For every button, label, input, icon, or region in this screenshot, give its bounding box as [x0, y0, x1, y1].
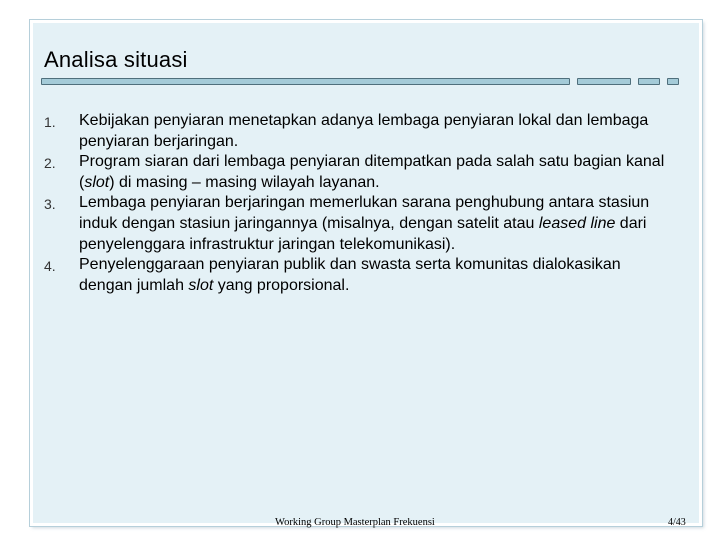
- title-underline-bar-long: [41, 78, 570, 85]
- title-underline-bars: [0, 0, 720, 90]
- list-item-text: [79, 256, 621, 294]
- list-item: [44, 255, 674, 296]
- text-segment: ) di masing – masing wilayah layanan.: [109, 173, 380, 191]
- numbered-list: [44, 111, 674, 296]
- italic-term: slot: [84, 173, 110, 191]
- list-item: [44, 152, 674, 193]
- list-item-text: [79, 153, 664, 191]
- list-item-text: [79, 194, 649, 252]
- text-segment: Lembaga penyiaran berjaringan memerlukan sarana penghubung antara stasiun induk dengan stasiun jaringannya (misalnya, dengan satelit atau: [79, 194, 650, 232]
- text-segment: Penyelenggaraan penyiaran publik dan swasta serta komunitas dialokasikan dengan jumlah: [79, 256, 621, 294]
- list-item-number: 3.: [44, 196, 56, 213]
- text-segment: Program siaran dari lembaga penyiaran ditempatkan pada salah satu bagian kanal (: [79, 153, 665, 191]
- text-segment: dari penyelenggara infrastruktur jaringan telekomunikasi).: [79, 214, 647, 253]
- title-underline-bar-medium: [577, 78, 631, 85]
- list-item: [44, 193, 674, 255]
- title-underline-bar-short: [638, 78, 660, 85]
- title-underline-bar-tiny: [667, 78, 679, 85]
- list-item-number: 2.: [44, 155, 56, 172]
- list-item-number: 1.: [44, 114, 56, 130]
- text-segment: yang proporsional.: [213, 276, 350, 294]
- italic-term: slot: [188, 276, 214, 294]
- page-number: 4/43: [668, 517, 686, 528]
- list-item-number: 4.: [44, 258, 56, 275]
- text-segment: Kebijakan penyiaran menetapkan adanya lembaga penyiaran lokal dan lembaga penyiaran berjaringan.: [79, 112, 649, 150]
- italic-term: leased line: [538, 214, 616, 232]
- slide-title: Analisa situasi: [44, 47, 188, 72]
- list-item: [44, 111, 674, 152]
- list-item-text: [79, 112, 648, 150]
- footer-text: Working Group Masterplan Frekuensi: [275, 517, 435, 528]
